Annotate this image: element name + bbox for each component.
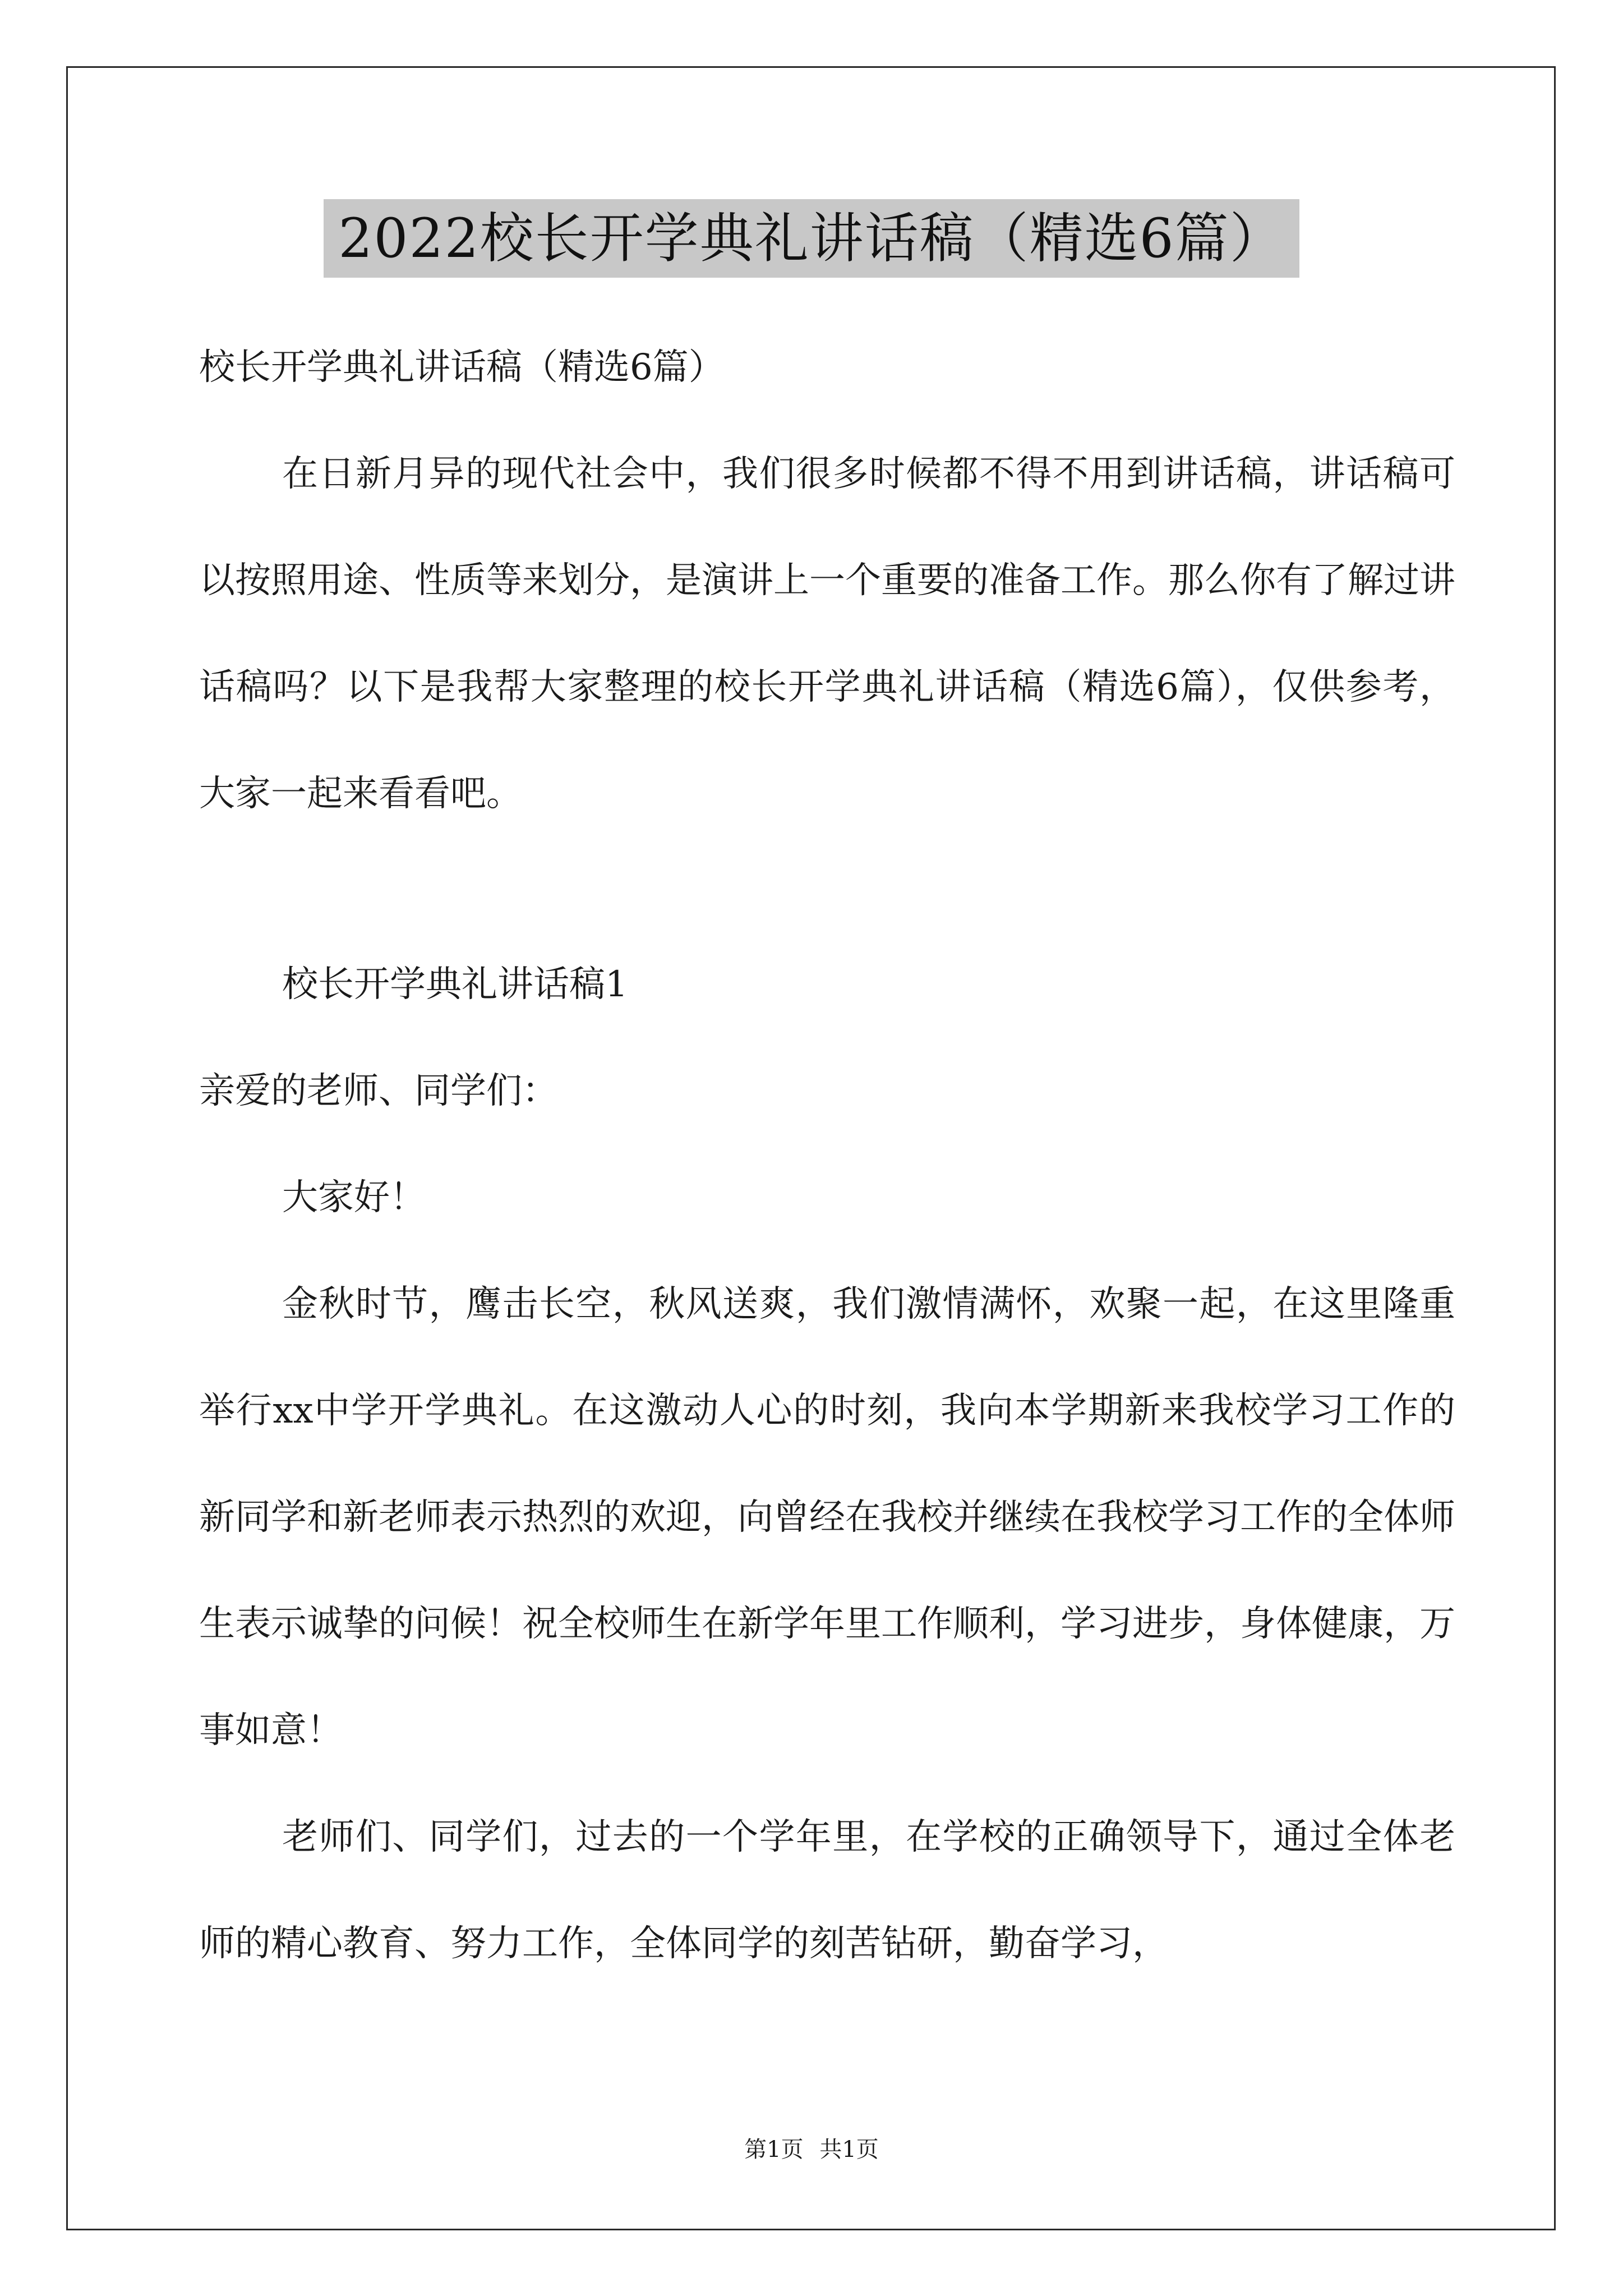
title-container	[0, 199, 1623, 278]
document-title: 2022校长开学典礼讲话稿（精选6篇）	[324, 199, 1299, 278]
page-total: 共1页	[819, 2137, 879, 2162]
greeting-line: 大家好！	[282, 1177, 426, 1218]
page-footer	[0, 2132, 1623, 2164]
body-paragraph-1: 金秋时节，鹰击长空，秋风送爽，我们激情满怀，欢聚一起，在这里隆重举行xx中学开学典礼。在这激动人心的时刻，我向本学期新来我校学习工作的新同学和新老师表示热烈的欢迎，向曾经在我校并继续在我校学习工作的全体师生表示诚挚的问候！祝全校师生在新学年里工作顺利，学习进步，身体健康，万事如意！	[199, 1283, 1455, 1751]
intro-paragraph: 在日新月异的现代社会中，我们很多时候都不得不用到讲话稿，讲话稿可以按照用途、性质等来划分，是演讲上一个重要的准备工作。那么你有了解过讲话稿吗？以下是我帮大家整理的校长开学典礼讲话稿（精选6篇），仅供参考，大家一起来看看吧。	[199, 453, 1455, 815]
section-spacer	[199, 847, 1455, 931]
salutation-line: 亲爱的老师、同学们：	[199, 1070, 558, 1112]
page-number: 第1页	[744, 2137, 804, 2162]
subtitle-line: 校长开学典礼讲话稿（精选6篇）	[199, 347, 725, 388]
document-body	[199, 314, 1455, 1997]
section-heading: 校长开学典礼讲话稿1	[282, 964, 628, 1005]
body-paragraph-2: 老师们、同学们，过去的一个学年里，在学校的正确领导下，通过全体老师的精心教育、努力工作，全体同学的刻苦钻研，勤奋学习，	[199, 1816, 1455, 1964]
